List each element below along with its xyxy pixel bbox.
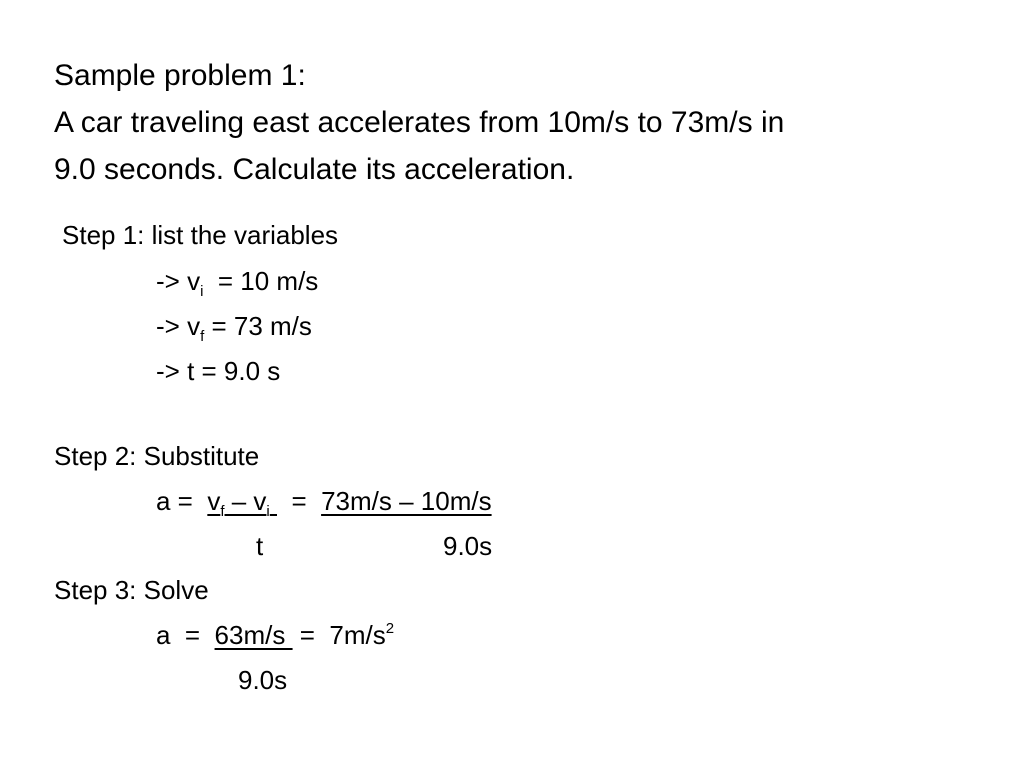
substituted-denominator: 9.0s (443, 531, 493, 561)
solve-equation: $a = 63m/s = 7m/s^2$ (156, 620, 395, 650)
step1-heading: Step 1: list the variables (62, 220, 339, 250)
formula-denominator: t (256, 531, 264, 561)
variable-vf: -> $v_f = 73$ m/s (156, 311, 312, 345)
problem-text-line-1: A car traveling east accelerates from 10m/s to 73m/s in (54, 106, 785, 139)
result-denominator: 9.0s (238, 665, 288, 695)
step3-heading: Step 3: Solve (54, 575, 209, 605)
variable-vi: -> $v_i = 10$ m/s (156, 266, 319, 300)
result-numerator: 63m/s (214, 620, 293, 650)
problem-text-line-2: 9.0 seconds. Calculate its acceleration. (54, 153, 575, 186)
variable-t: -> t = 9.0 s (156, 356, 281, 386)
problem-title: Sample problem 1: (54, 59, 306, 92)
step2-heading: Step 2: Substitute (54, 441, 260, 471)
substituted-numerator: 73m/s – 10m/s (321, 486, 492, 516)
formula-numerator: $v_f - v_i$ (207, 486, 270, 520)
substitute-equation: $a = v_f - v_i = 73m/s - 10m/s$ (156, 486, 492, 520)
problem-statement (54, 52, 994, 193)
